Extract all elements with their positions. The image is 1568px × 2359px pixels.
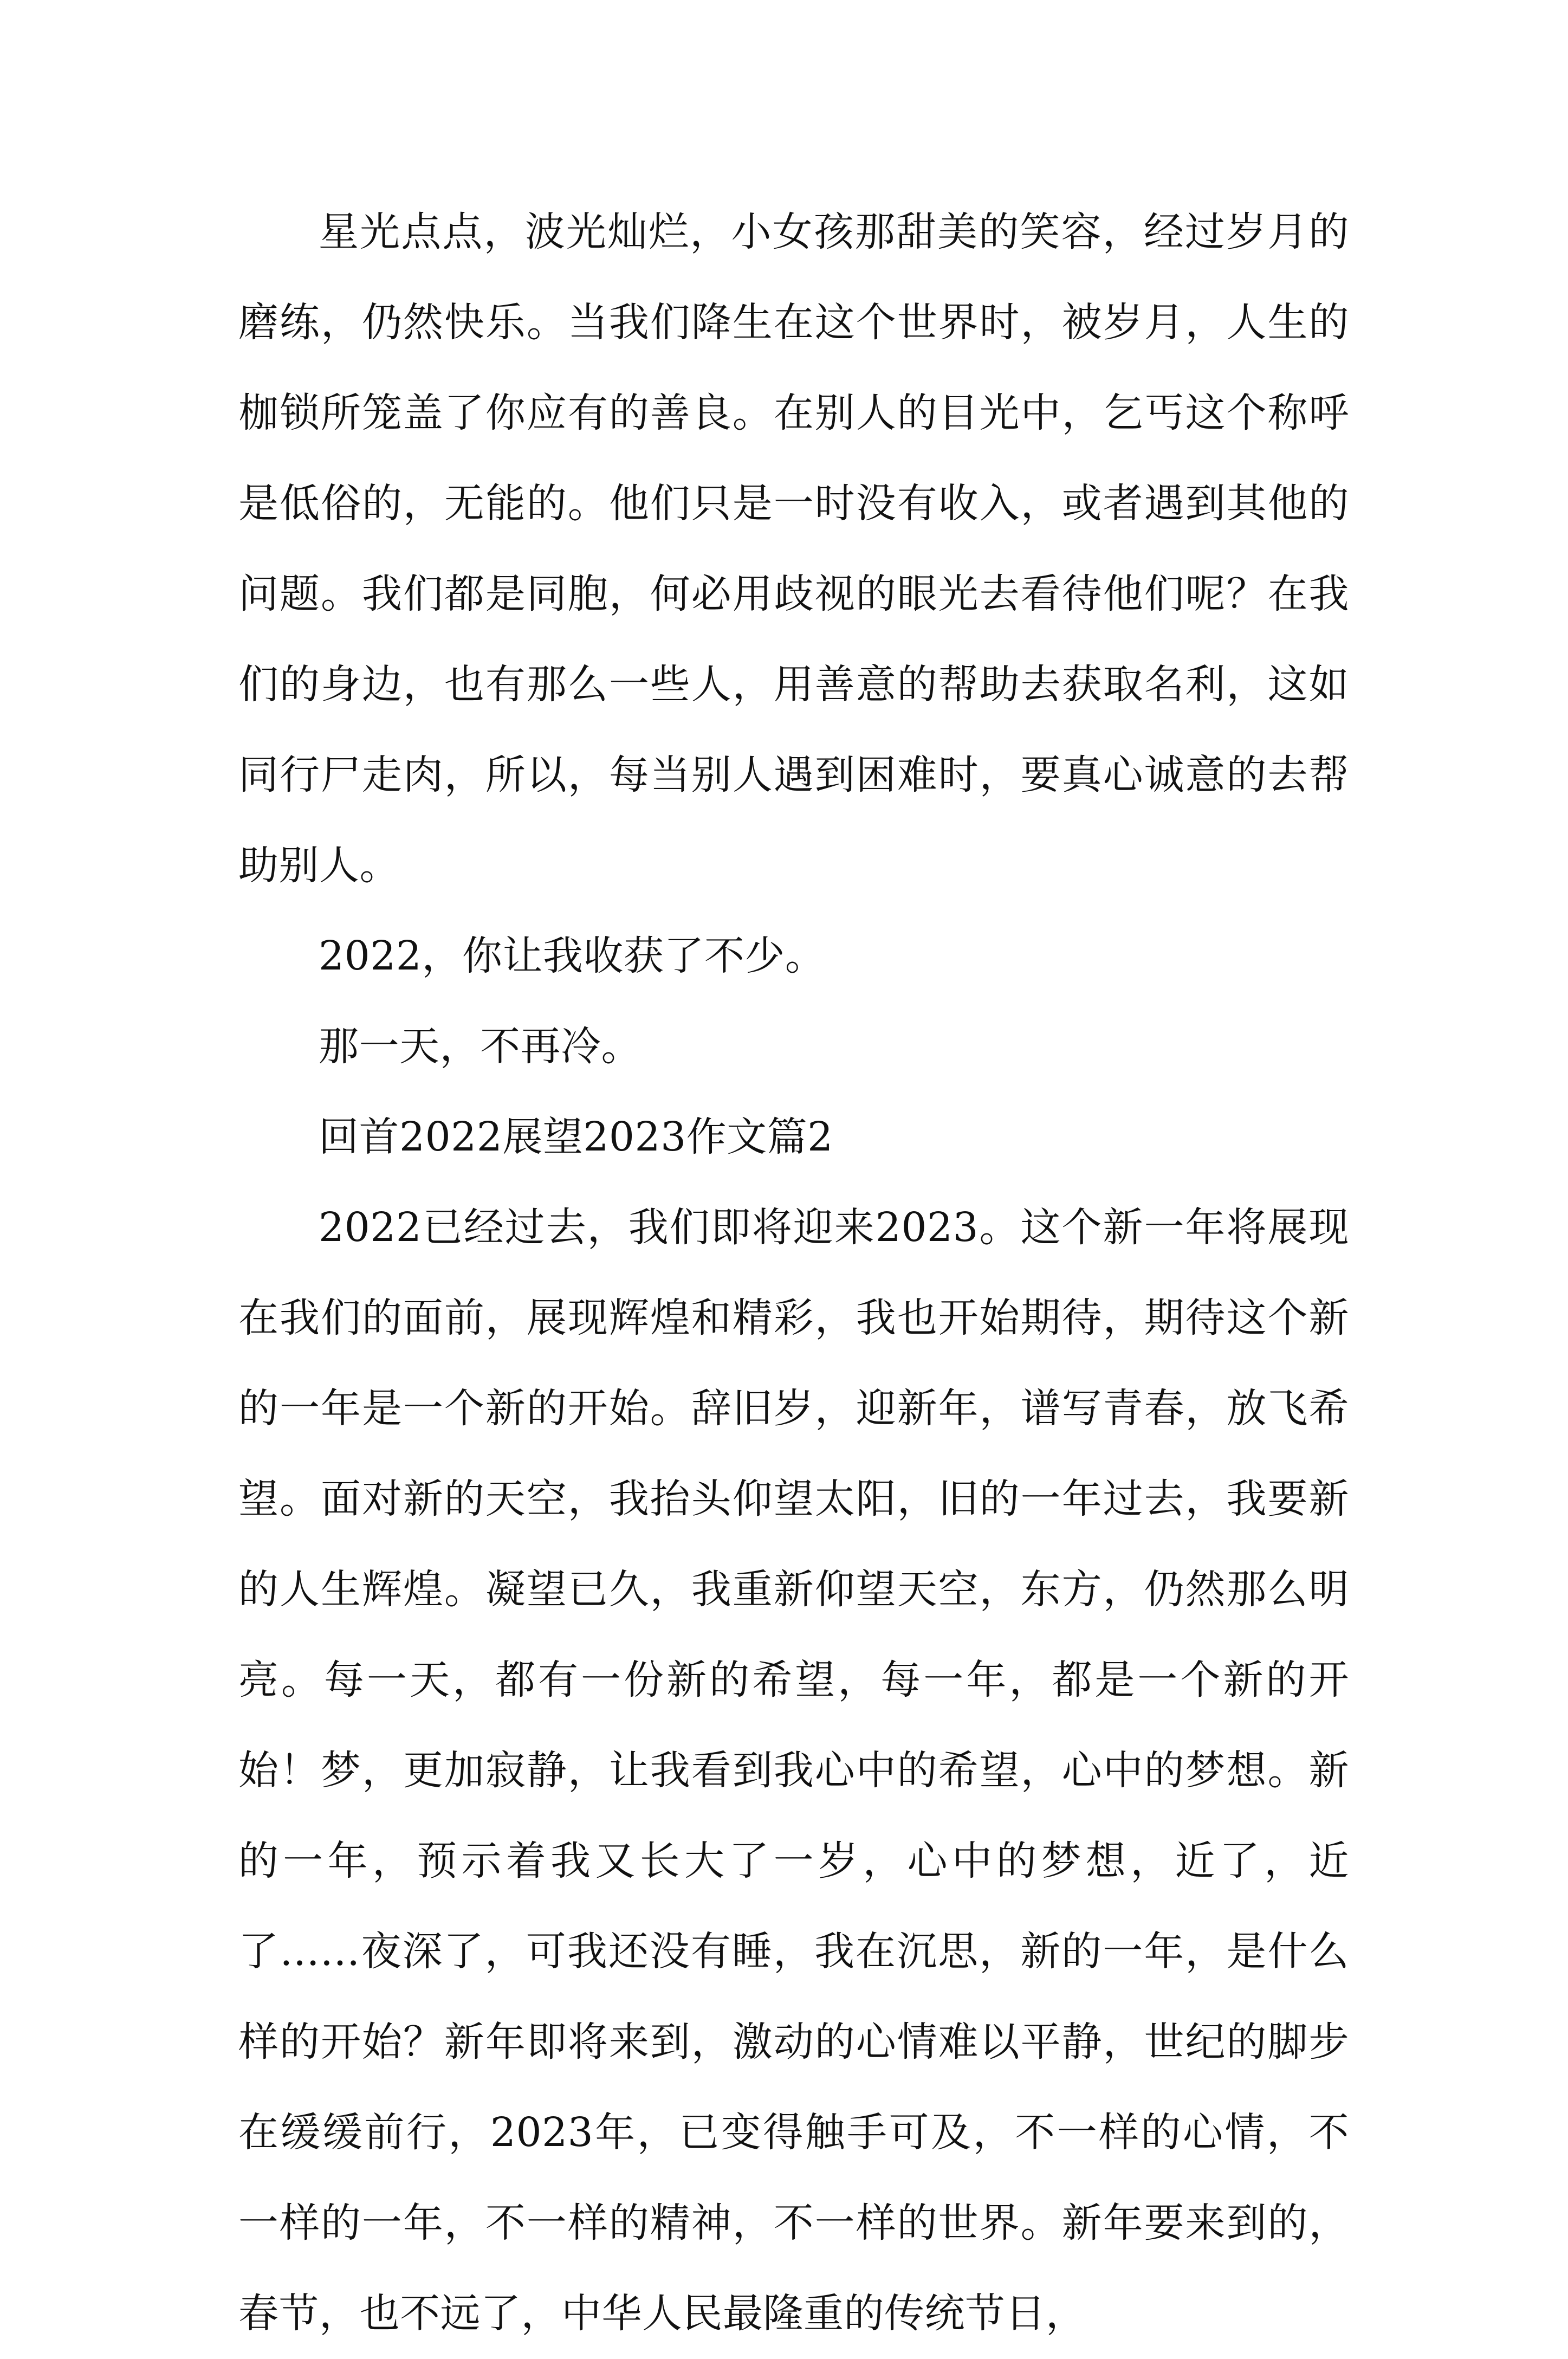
document-body <box>238 187 1349 2359</box>
paragraph-new-year: 2022已经过去，我们即将迎来2023。这个新一年将展现在我们的面前，展现辉煌和精彩，我也开始期待，期待这个新的一年是一个新的开始。辞旧岁，迎新年，谱写青春，放飞希望。面对新的天空，我抬头仰望太阳，旧的一年过去，我要新的人生辉煌。凝望已久，我重新仰望天空，东方，仍然那么明亮。每一天，都有一份新的希望，每一年，都是一个新的开始！梦，更加寂静，让我看到我心中的希望，心中的梦想。新的一年，预示着我又长大了一岁，心中的梦想，近了，近了……夜深了，可我还没有睡，我在沉思，新的一年，是什么样的开始？新年即将来到，激动的心情难以平静，世纪的脚步在缓缓前行，2023年，已变得触手可及，不一样的心情，不一样的一年，不一样的精神，不一样的世界。新年要来到的，春节，也不远了，中华人民最隆重的传统节日， <box>238 1204 1349 2337</box>
section-heading: 回首2022展望2023作文篇2 <box>319 1114 833 1160</box>
paragraph-no-longer-cold: 那一天，不再冷。 <box>319 1023 642 1070</box>
paragraph-starlight: 星光点点，波光灿烂，小女孩那甜美的笑容，经过岁月的磨练，仍然快乐。当我们降生在这个世界时，被岁月，人生的枷锁所笼盖了你应有的善良。在别人的目光中，乞丐这个称呼是低俗的，无能的。他们只是一时没有收入，或者遇到其他的问题。我们都是同胞，何必用歧视的眼光去看待他们呢？在我们的身边，也有那么一些人，用善意的帮助去获取名利，这如同行尸走肉，所以，每当别人遇到困难时，要真心诚意的去帮助别人。 <box>238 209 1349 889</box>
paragraph-harvest: 2022，你让我收获了不少。 <box>319 933 826 979</box>
